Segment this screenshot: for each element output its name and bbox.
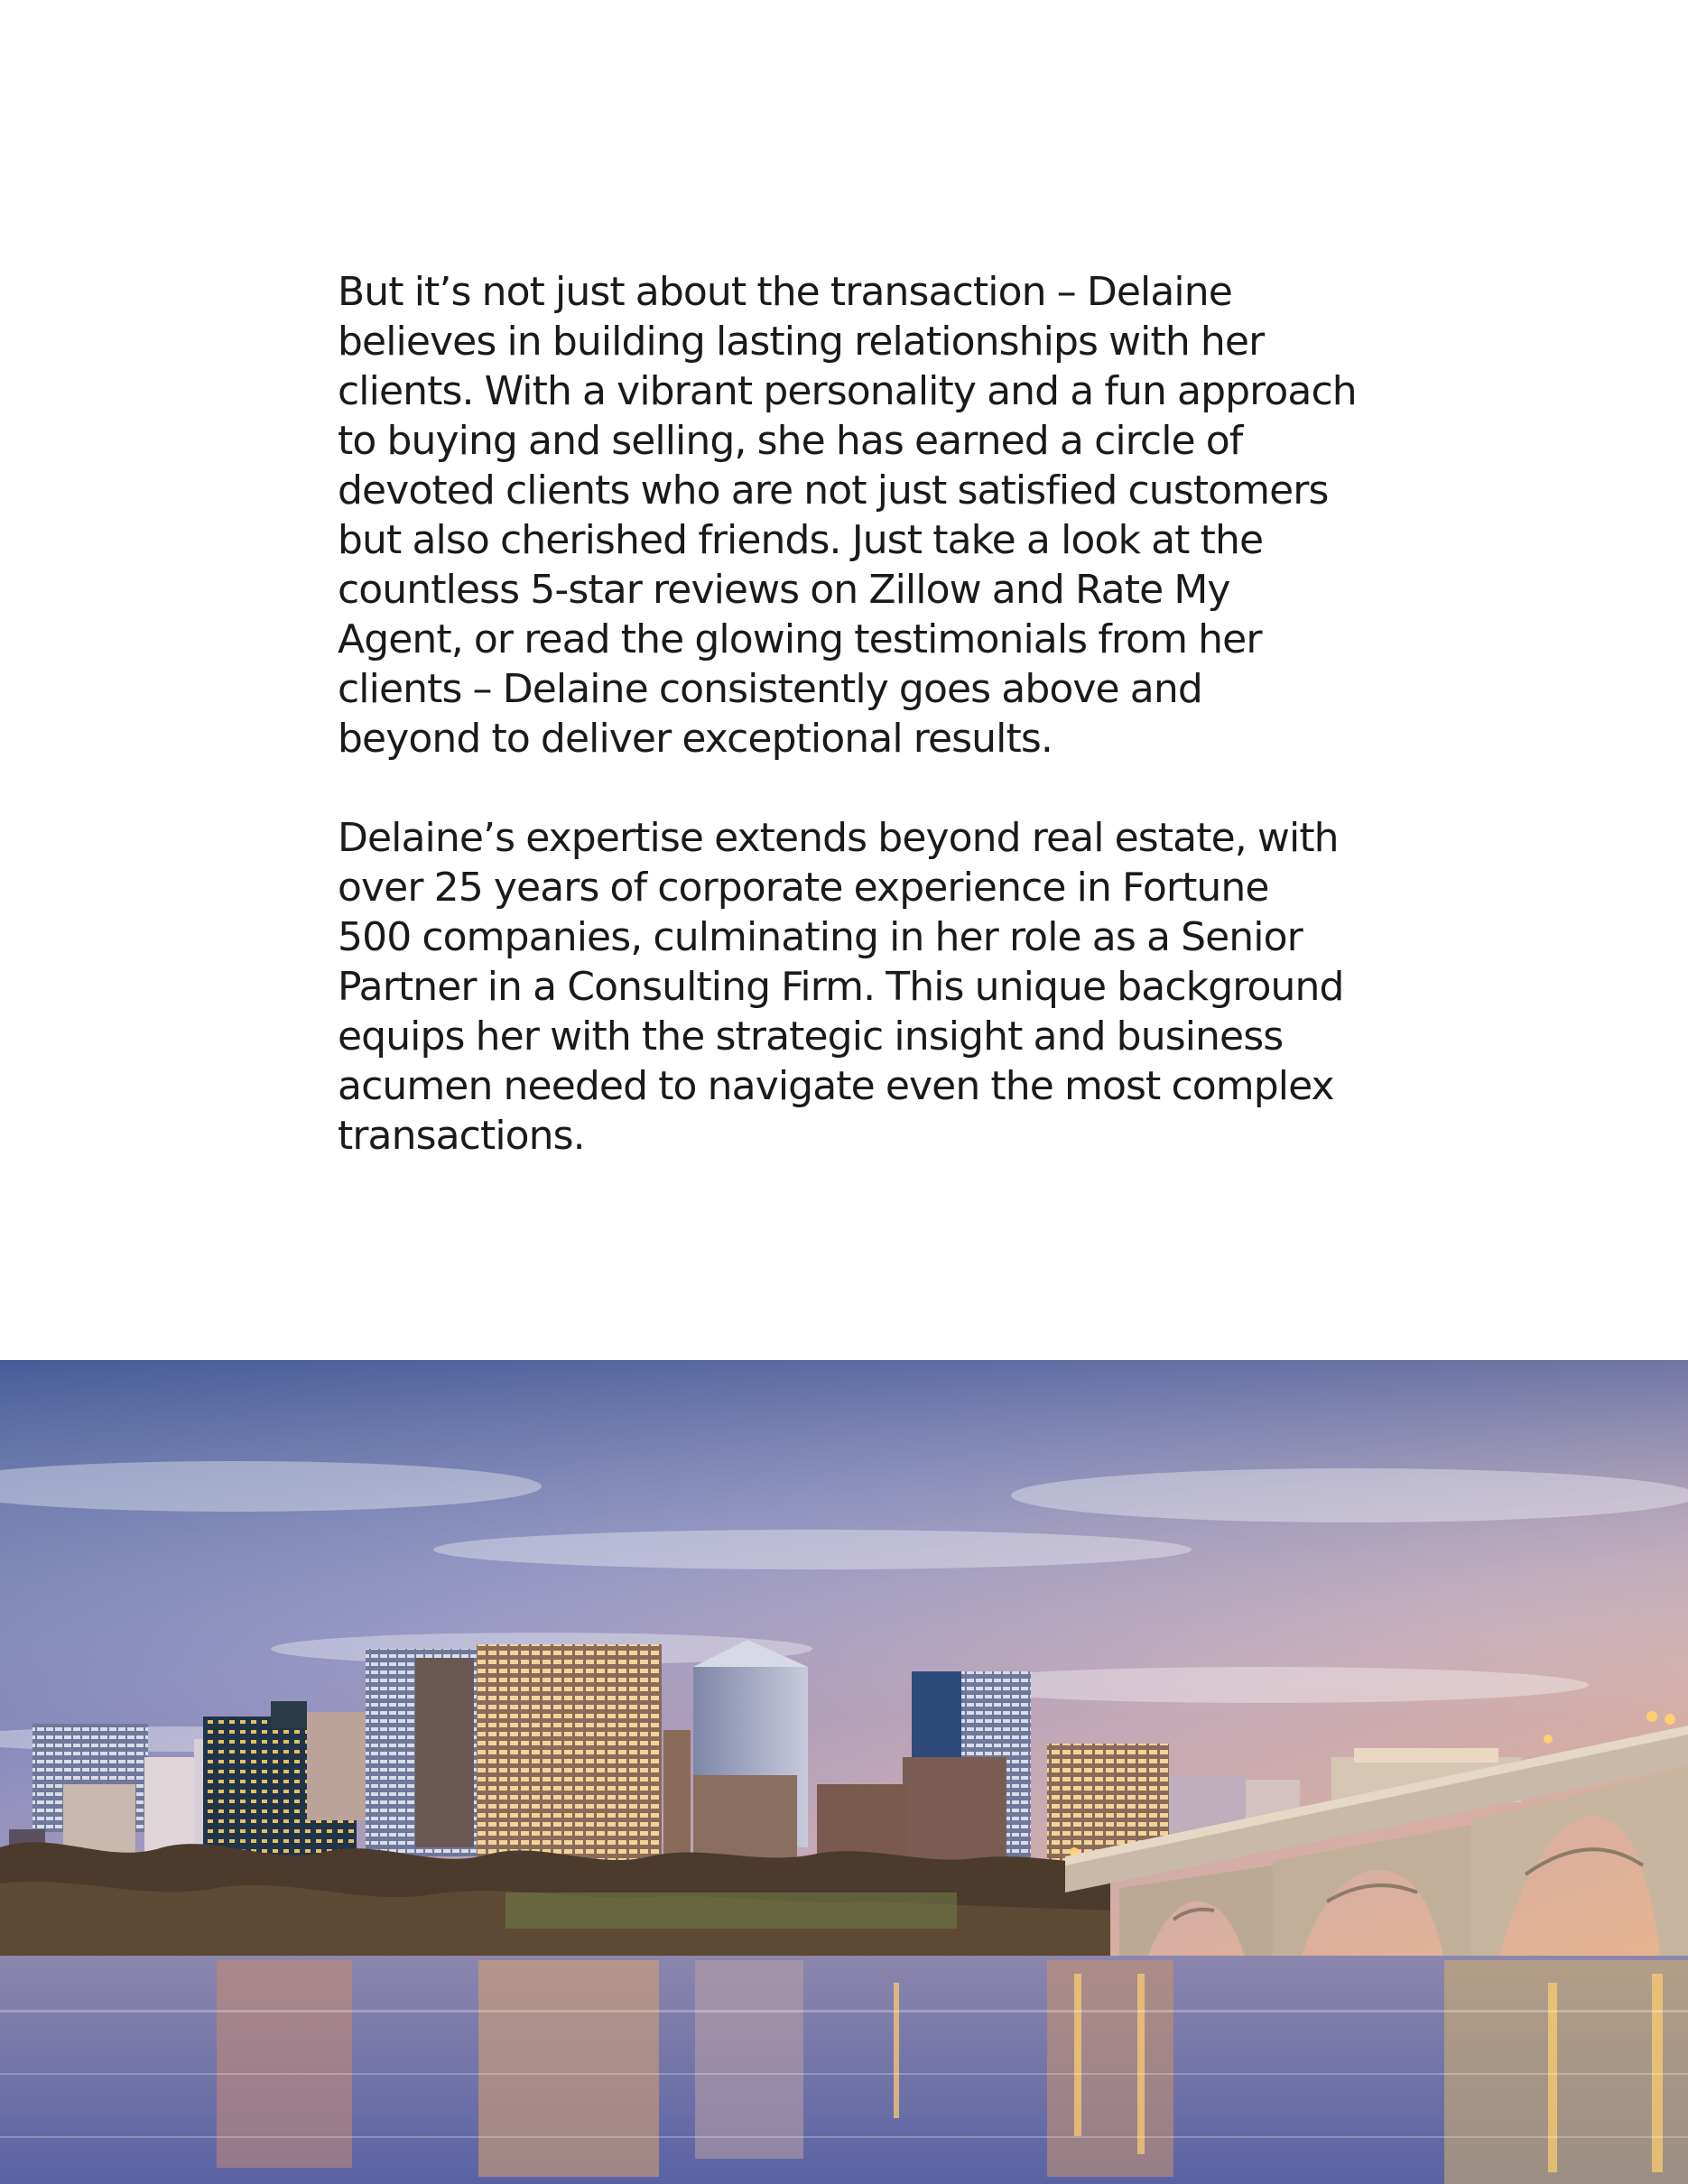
text-line: but also cherished friends. Just take a look at the [338,517,1264,563]
text-line: Delaine’s expertise extends beyond real estate, with [338,815,1339,861]
text-line: believes in building lasting relationships with her [338,319,1265,365]
text-line: beyond to deliver exceptional results. [338,716,1053,762]
text-line: to buying and selling, she has earned a circle of [338,418,1243,464]
text-line: Agent, or read the glowing testimonials from her [338,616,1262,662]
body-text [338,267,1358,1161]
skyline-illustration [0,1360,1688,2184]
text-line: equips her with the strategic insight and business [338,1013,1284,1060]
text-line: transactions. [338,1113,585,1159]
text-line: 500 companies, culminating in her role as a Senior [338,914,1303,960]
text-line: clients – Delaine consistently goes above and [338,666,1202,712]
text-line: But it’s not just about the transaction – Delaine [338,269,1232,315]
text-line: Partner in a Consulting Firm. This unique background [338,964,1344,1010]
text-line: countless 5-star reviews on Zillow and Rate My [338,567,1230,613]
text-line: acumen needed to navigate even the most complex [338,1063,1334,1109]
skyline-photo [0,1360,1688,2184]
text-line: clients. With a vibrant personality and a fun approach [338,368,1357,414]
paragraph-expertise [338,813,1358,1161]
text-line: devoted clients who are not just satisfied customers [338,467,1329,514]
paragraph-relationships [338,267,1358,763]
text-line: over 25 years of corporate experience in Fortune [338,865,1269,911]
